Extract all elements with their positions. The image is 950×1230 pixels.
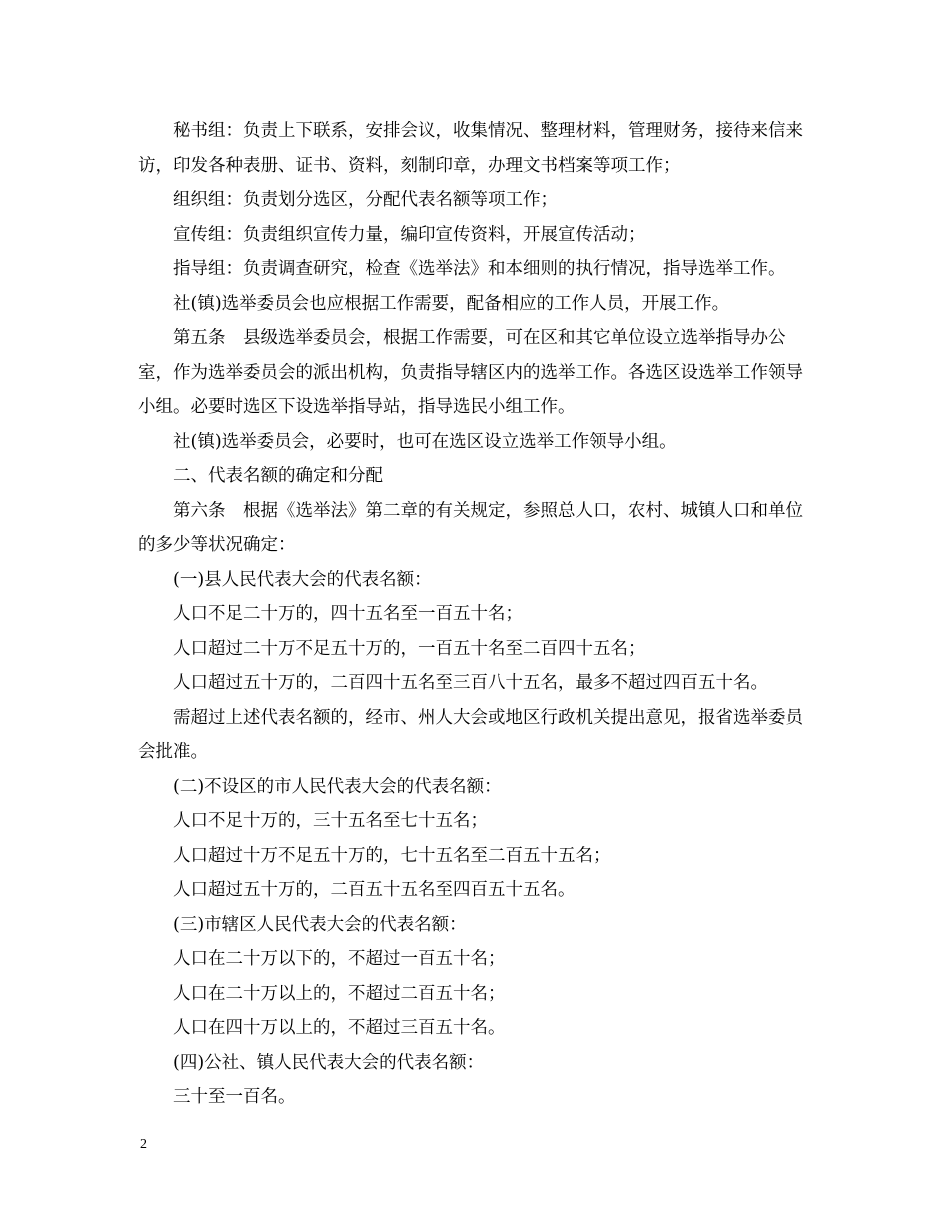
paragraph-guidance: 指导组：负责调查研究，检查《选举法》和本细则的执行情况，指导选举工作。 (173, 259, 786, 279)
paragraph-county-quota-3: 人口超过五十万的，二百四十五名至三百八十五名，最多不超过四百五十名。 (173, 673, 768, 693)
paragraph-commune-quota-1: 三十至一百名。 (173, 1087, 296, 1107)
paragraph-commune-leading-group: 社(镇)选举委员会，必要时，也可在选区设立选举工作领导小组。 (173, 431, 677, 452)
paragraph-county-quota-2: 人口超过二十万不足五十万的，一百五十名至二百四十五名； (173, 638, 646, 659)
paragraph-city-quota-2: 人口超过十万不足五十万的，七十五名至二百五十五名； (173, 845, 611, 866)
paragraph-district-quota-heading: (三)市辖区人民代表大会的代表名额： (173, 914, 467, 935)
paragraph-county-quota-1: 人口不足二十万的，四十五名至一百五十名； (173, 604, 523, 624)
paragraph-district-quota-3: 人口在四十万以上的，不超过三百五十名。 (173, 1018, 506, 1038)
section-heading: 二、代表名额的确定和分配 (173, 466, 383, 486)
paragraph-county-quota-approval: 需超过上述代表名额的，经市、州人大会或地区行政机关提出意见，报省选举委员会批准。 (138, 707, 803, 762)
paragraph-commune-committee: 社(镇)选举委员会也应根据工作需要，配备相应的工作人员，开展工作。 (173, 293, 730, 314)
paragraph-city-quota-heading: (二)不设区的市人民代表大会的代表名额： (173, 776, 502, 797)
page-number: 2 (140, 1137, 147, 1152)
paragraph-organization: 组织组：负责划分选区，分配代表名额等项工作； (173, 190, 558, 210)
page-body (138, 114, 818, 1115)
paragraph-district-quota-2: 人口在二十万以上的，不超过二百五十名； (173, 983, 506, 1004)
paragraph-county-quota-heading: (一)县人民代表大会的代表名额： (173, 569, 432, 590)
paragraph-secretariat: 秘书组：负责上下联系，安排会议，收集情况、整理材料，管理财务，接待来信来访，印发各种表册、证书、资料，刻制印章，办理文书档案等项工作； (138, 121, 803, 176)
paragraph-commune-quota-heading: (四)公社、镇人民代表大会的代表名额： (173, 1052, 485, 1073)
paragraph-publicity: 宣传组：负责组织宣传力量，编印宣传资料，开展宣传活动； (173, 224, 646, 245)
paragraph-city-quota-3: 人口超过五十万的，二百五十五名至四百五十五名。 (173, 880, 576, 900)
paragraph-city-quota-1: 人口不足十万的，三十五名至七十五名； (173, 811, 488, 831)
paragraph-article-6: 第六条 根据《选举法》第二章的有关规定，参照总人口，农村、城镇人口和单位的多少等状况确定： (138, 500, 803, 555)
paragraph-article-5: 第五条 县级选举委员会，根据工作需要，可在区和其它单位设立选举指导办公室，作为选举委员会的派出机构，负责指导辖区内的选举工作。各选区设选举工作领导小组。必要时选区下设选举指导站，指导选民小组工作。 (138, 328, 803, 417)
paragraph-district-quota-1: 人口在二十万以下的，不超过一百五十名； (173, 949, 506, 969)
